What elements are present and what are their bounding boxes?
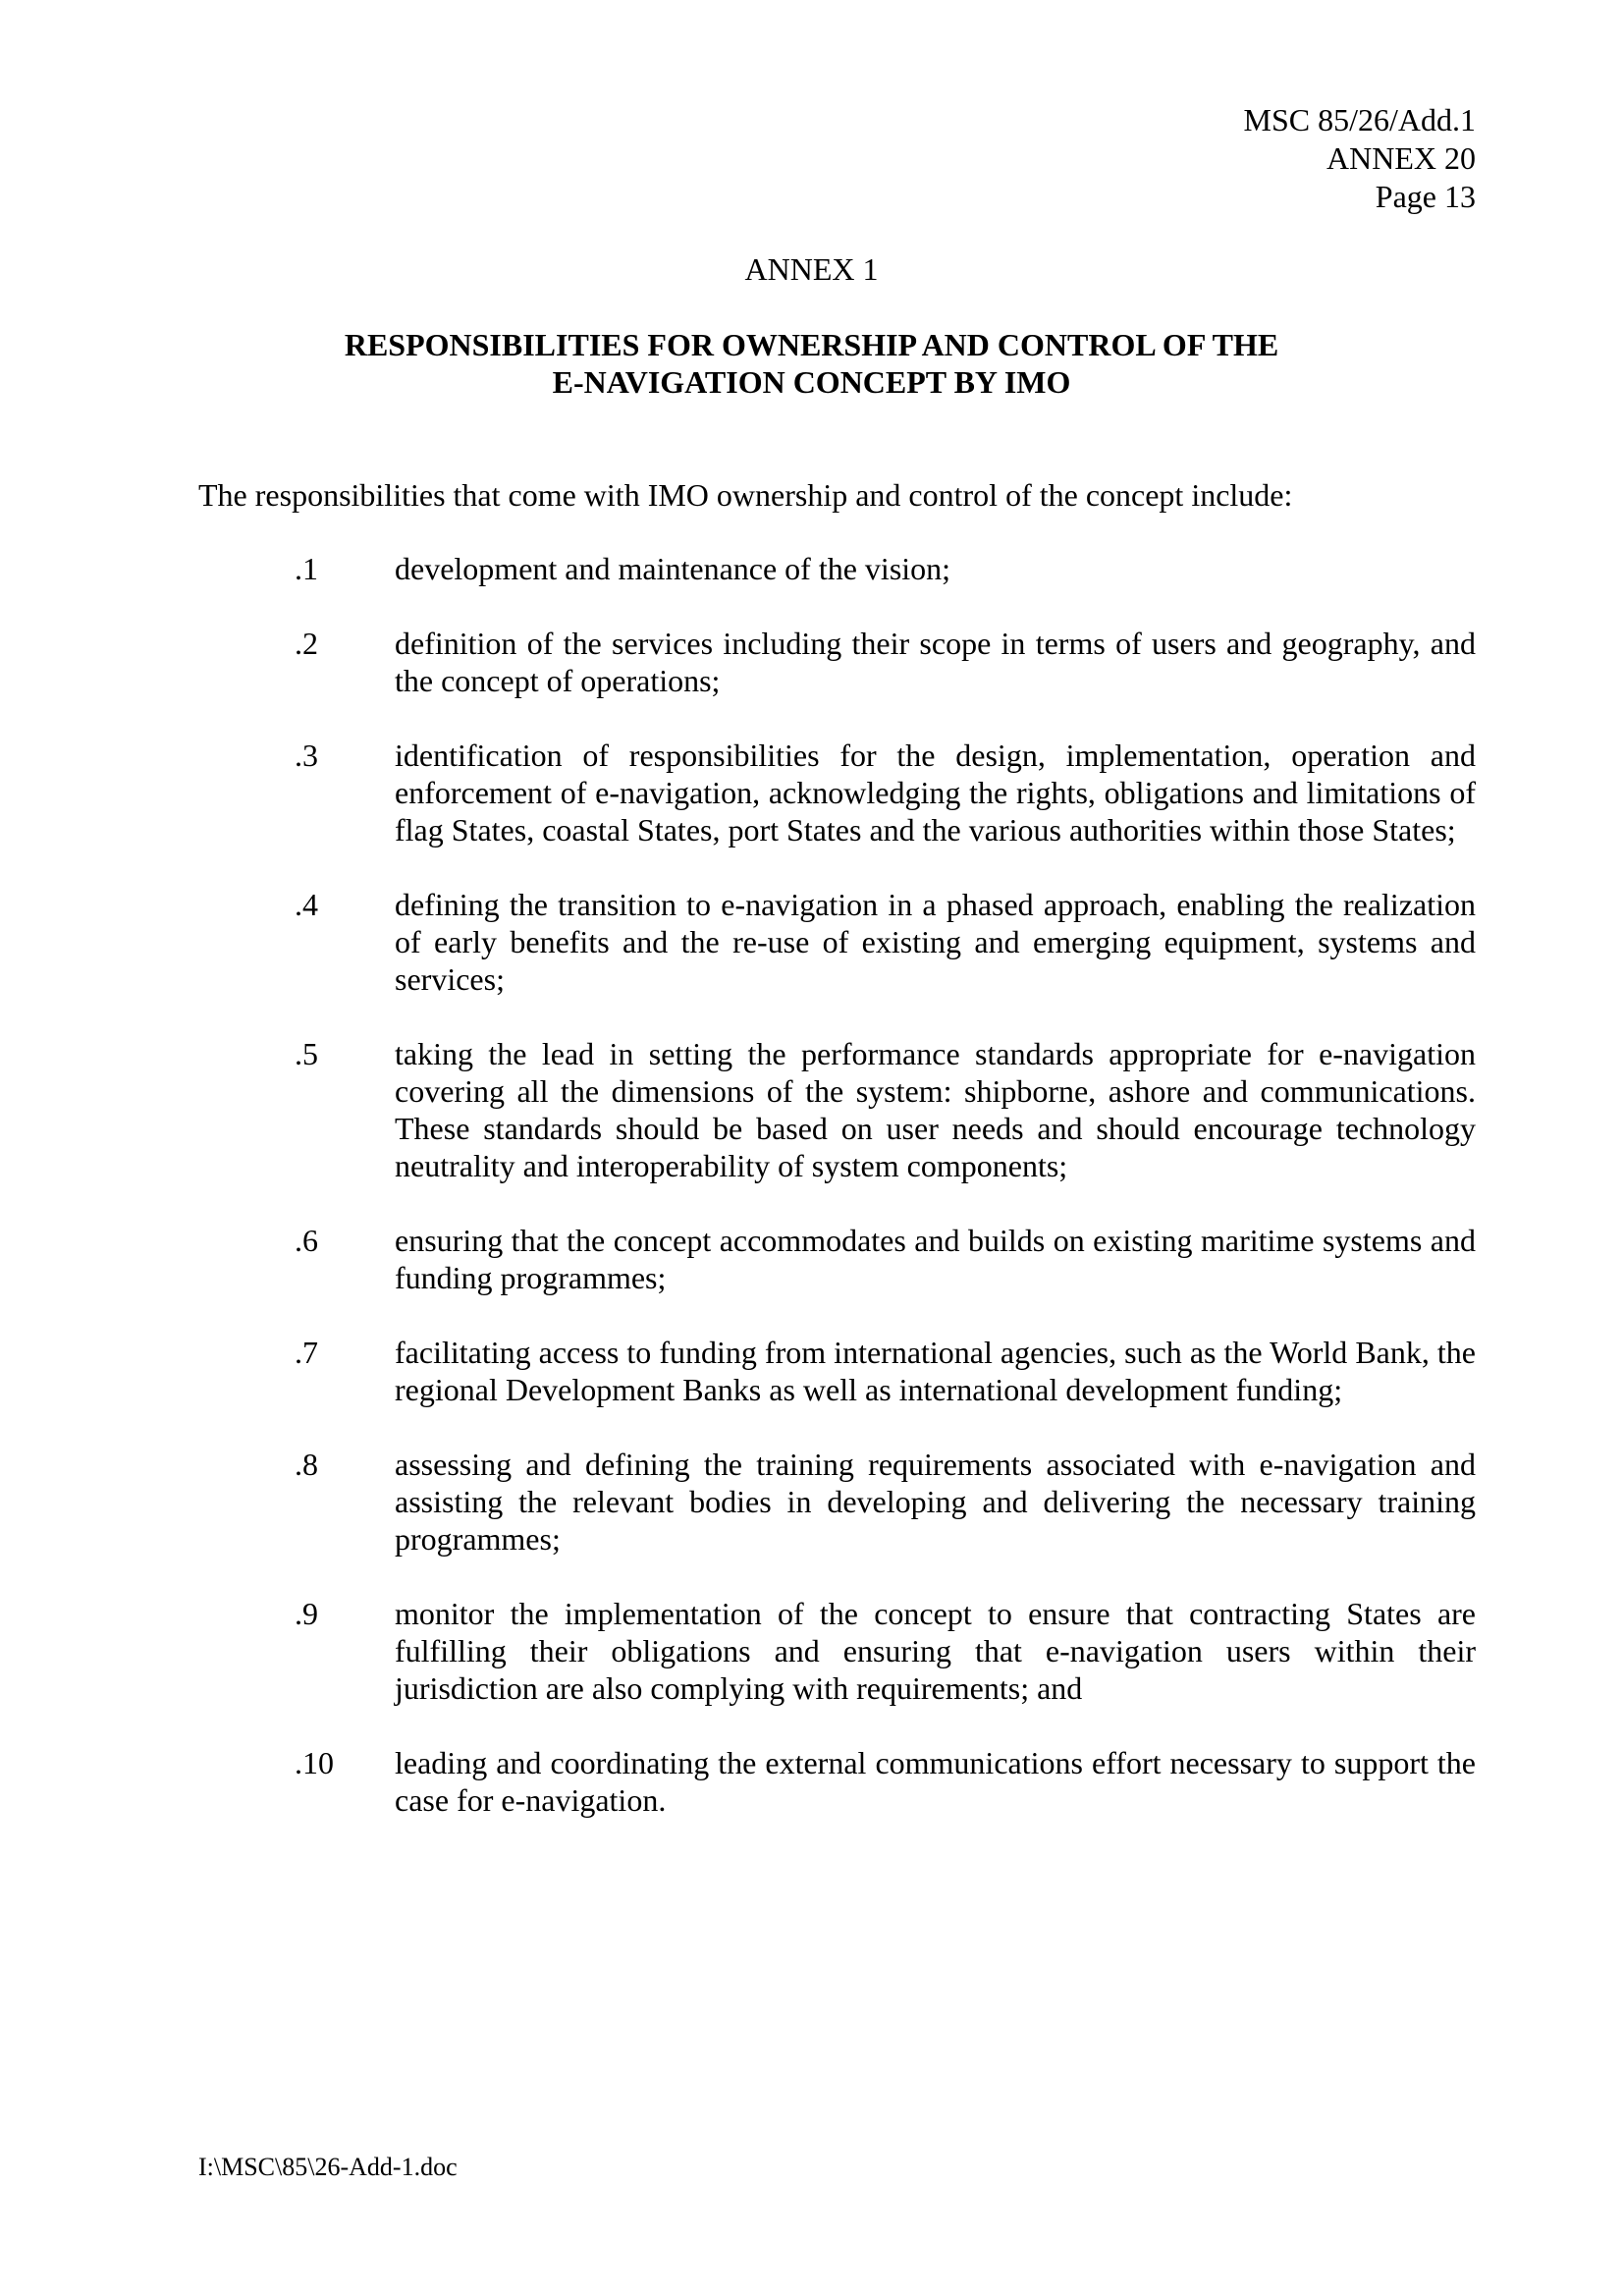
page-title-line-2: E-NAVIGATION CONCEPT BY IMO: [552, 364, 1071, 400]
list-item-number: .8: [295, 1447, 318, 1482]
list-item: [198, 1334, 1476, 1408]
list-item-text: development and maintenance of the vision;: [395, 551, 951, 586]
list-item-number: .10: [295, 1745, 334, 1780]
list-item: [198, 737, 1476, 848]
page-title-line-1: RESPONSIBILITIES FOR OWNERSHIP AND CONTROL OF THE: [344, 327, 1279, 362]
list-item-text: ensuring that the concept accommodates and builds on existing maritime systems and funding programmes;: [395, 1223, 1476, 1295]
list-item: [198, 1744, 1476, 1819]
list-item-number: .9: [295, 1596, 318, 1631]
document-reference: MSC 85/26/Add.1: [1243, 102, 1476, 137]
list-item: [198, 1446, 1476, 1558]
list-item-text: monitor the implementation of the concept to ensure that contracting States are fulfilling their obligations and ensuring that e-navigation users within their jurisdiction are also complying with requirements; and: [395, 1596, 1476, 1706]
list-item-text: assessing and defining the training requirements associated with e-navigation and assisting the relevant bodies in developing and delivering the necessary training programmes;: [395, 1447, 1476, 1557]
list-item-number: .6: [295, 1223, 318, 1258]
document-header: [887, 101, 1476, 216]
list-item: [198, 1035, 1476, 1184]
annex-reference: ANNEX 20: [1326, 140, 1476, 176]
list-item: [198, 1595, 1476, 1707]
list-item-number: .2: [295, 626, 318, 661]
intro-paragraph: The responsibilities that come with IMO ownership and control of the concept include:: [198, 477, 1293, 513]
list-item-text: facilitating access to funding from international agencies, such as the World Bank, the regional Development Banks as well as international development funding;: [395, 1335, 1476, 1407]
list-item-number: .7: [295, 1335, 318, 1370]
list-item: [198, 886, 1476, 998]
list-item-number: .4: [295, 887, 318, 922]
list-item-text: identification of responsibilities for the design, implementation, operation and enforcement of e-navigation, acknowledging the rights, obligations and limitations of flag States, coastal States, port States and the various authorities within those States;: [395, 738, 1476, 847]
list-item: [198, 625, 1476, 699]
list-item-text: taking the lead in setting the performance standards appropriate for e-navigation covering all the dimensions of the system: shipborne, ashore and communications. These standards should be based on user needs and should encourage technology neutrality and interoperability of system components;: [395, 1036, 1476, 1183]
list-item-number: .1: [295, 551, 318, 586]
list-item-number: .3: [295, 738, 318, 773]
list-item-text: defining the transition to e-navigation in a phased approach, enabling the realization of early benefits and the re-use of existing and emerging equipment, systems and services;: [395, 887, 1476, 997]
page-title: [0, 326, 1623, 401]
page-number: Page 13: [1375, 179, 1476, 214]
footer-file-path: I:\MSC\85\26-Add-1.doc: [198, 2153, 458, 2181]
list-item: [198, 550, 1476, 587]
list-item-text: leading and coordinating the external communications effort necessary to support the case for e-navigation.: [395, 1745, 1476, 1818]
list-item: [198, 1222, 1476, 1296]
list-item-number: .5: [295, 1036, 318, 1071]
list-item-text: definition of the services including their scope in terms of users and geography, and the concept of operations;: [395, 626, 1476, 698]
annex-label: ANNEX 1: [744, 251, 879, 287]
responsibilities-list: [198, 550, 1476, 1856]
